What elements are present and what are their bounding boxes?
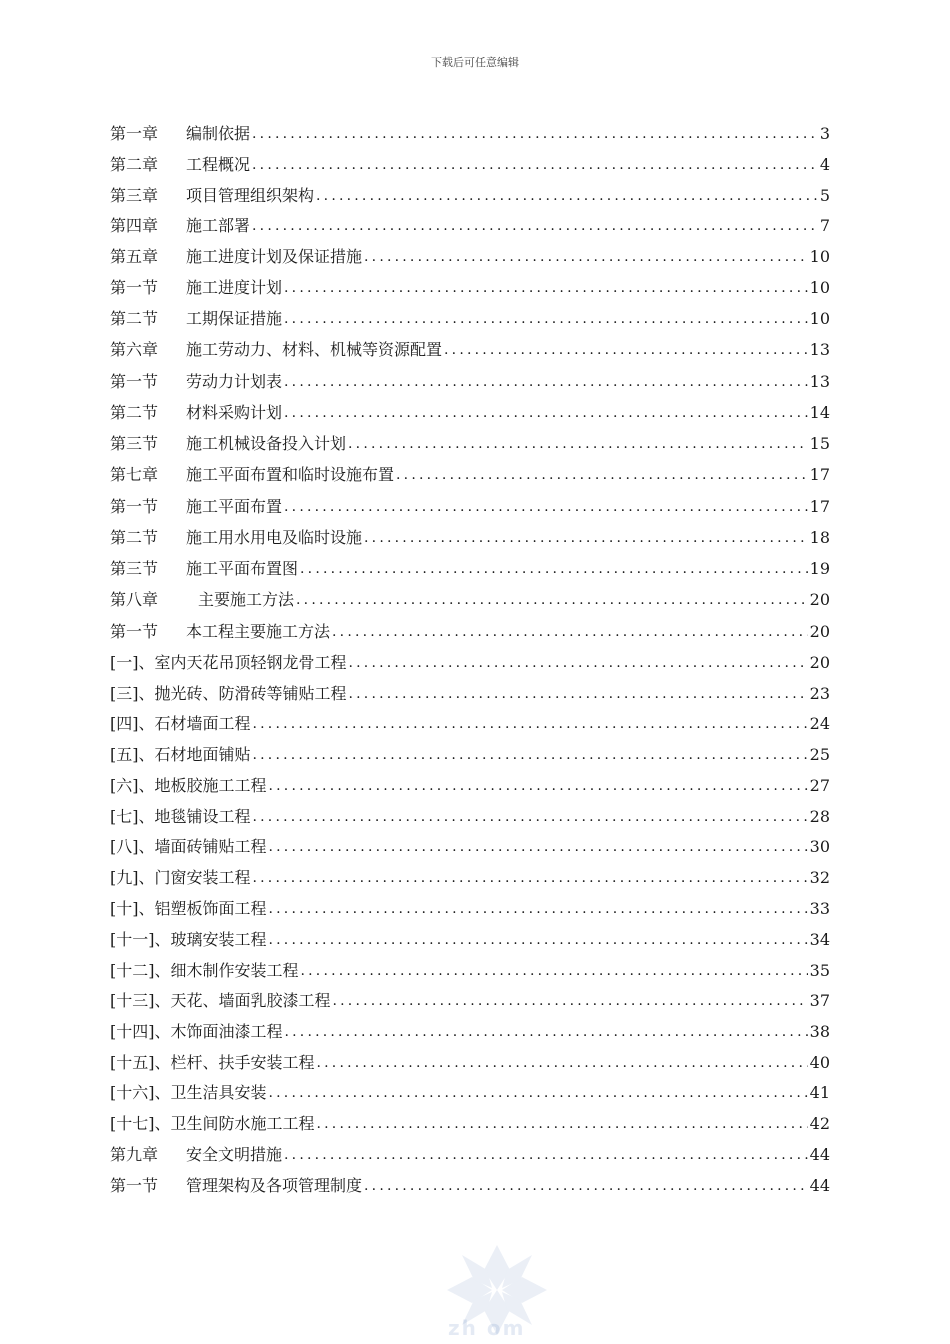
toc-dot-leader [362, 247, 808, 267]
toc-entry[interactable] [110, 1077, 830, 1103]
toc-entry-page-number: 10 [809, 247, 830, 266]
toc-entry-label [110, 1114, 315, 1134]
toc-entry-title: 劳动力计划表 [186, 372, 283, 391]
toc-entry-title: [九]、门窗安装工程 [110, 868, 251, 887]
toc-entry-label [110, 868, 251, 888]
toc-entry-page-number: 34 [809, 930, 830, 949]
toc-entry-title: [十六]、卫生洁具安装 [110, 1083, 267, 1102]
toc-entry[interactable] [110, 149, 830, 175]
toc-dot-leader [347, 653, 808, 673]
toc-entry-label [110, 1083, 267, 1103]
toc-entry-page-number: 20 [809, 590, 830, 609]
toc-entry-label [110, 497, 282, 517]
toc-entry-title: 工程概况 [186, 155, 251, 174]
toc-entry[interactable] [110, 428, 830, 454]
toc-dot-leader [267, 776, 808, 796]
toc-dot-leader [294, 590, 808, 610]
toc-entry-title: 材料采购计划 [186, 403, 283, 422]
toc-dot-leader [250, 216, 818, 236]
toc-entry-label [110, 559, 298, 579]
toc-entry-number: 第二节 [110, 403, 159, 422]
toc-entry-page-number: 25 [809, 745, 830, 764]
toc-entry-label [110, 340, 442, 360]
toc-entry[interactable] [110, 334, 830, 360]
toc-entry[interactable] [110, 459, 830, 485]
toc-entry-label [110, 528, 362, 548]
toc-entry-label [110, 186, 314, 206]
toc-entry-title: 施工平面布置和临时设施布置 [186, 465, 395, 484]
toc-entry[interactable] [110, 647, 830, 673]
toc-entry-title: 工期保证措施 [186, 309, 283, 328]
toc-entry-title: 施工平面布置 [186, 497, 283, 516]
toc-entry-label [110, 247, 362, 267]
toc-entry[interactable] [110, 553, 830, 579]
toc-dot-leader [314, 186, 818, 206]
toc-dot-leader [250, 155, 818, 175]
toc-dot-leader [298, 559, 808, 579]
toc-entry-title: 本工程主要施工方法 [186, 622, 331, 641]
toc-entry-page-number: 17 [809, 497, 830, 516]
toc-entry-page-number: 20 [809, 622, 830, 641]
toc-entry-page-number: 13 [809, 340, 830, 359]
toc-entry-title: 施工用水用电及临时设施 [186, 528, 363, 547]
toc-entry[interactable] [110, 118, 830, 144]
toc-entry-page-number: 3 [819, 124, 830, 143]
toc-entry[interactable] [110, 739, 830, 765]
toc-entry-page-number: 41 [809, 1083, 830, 1102]
toc-dot-leader [330, 622, 808, 642]
toc-entry-page-number: 10 [809, 309, 830, 328]
toc-entry-page-number: 32 [809, 868, 830, 887]
toc-entry-page-number: 17 [809, 465, 830, 484]
toc-entry-number: 第一节 [110, 372, 159, 391]
toc-entry-number: 第三节 [110, 559, 159, 578]
toc-entry[interactable] [110, 241, 830, 267]
toc-entry-page-number: 14 [809, 403, 830, 422]
toc-entry[interactable] [110, 955, 830, 981]
toc-entry-page-number: 7 [819, 216, 830, 235]
toc-entry-number: 第八章 [110, 590, 159, 609]
toc-entry[interactable] [110, 1139, 830, 1165]
toc-entry-label [110, 930, 267, 950]
toc-entry[interactable] [110, 1047, 830, 1073]
toc-entry[interactable] [110, 924, 830, 950]
toc-entry-number: 第一节 [110, 1176, 159, 1195]
toc-entry-title: 安全文明措施 [186, 1145, 283, 1164]
toc-entry-title: [一]、室内天花吊顶轻钢龙骨工程 [110, 653, 347, 672]
toc-entry-label [110, 991, 331, 1011]
toc-entry-page-number: 19 [809, 559, 830, 578]
toc-dot-leader [315, 1114, 808, 1134]
toc-entry[interactable] [110, 1108, 830, 1134]
toc-entry-title: 施工平面布置图 [186, 559, 299, 578]
toc-entry-title: 施工进度计划 [186, 278, 283, 297]
toc-entry-page-number: 42 [809, 1114, 830, 1133]
toc-entry[interactable] [110, 522, 830, 548]
toc-entry-label [110, 309, 282, 329]
toc-entry-label [110, 684, 347, 704]
toc-entry-label [110, 714, 251, 734]
toc-entry-title: 管理架构及各项管理制度 [186, 1176, 363, 1195]
toc-entry-title: [八]、墙面砖铺贴工程 [110, 837, 267, 856]
toc-entry-page-number: 37 [809, 991, 830, 1010]
toc-entry-title: 施工机械设备投入计划 [186, 434, 347, 453]
toc-entry-page-number: 23 [809, 684, 830, 703]
toc-dot-leader [267, 837, 808, 857]
toc-entry[interactable] [110, 180, 830, 206]
toc-entry[interactable] [110, 584, 830, 610]
toc-entry-label [110, 155, 250, 175]
toc-entry-page-number: 13 [809, 372, 830, 391]
toc-entry-page-number: 40 [809, 1053, 830, 1072]
toc-entry-number: 第二节 [110, 309, 159, 328]
toc-entry[interactable] [110, 893, 830, 919]
toc-entry-page-number: 35 [809, 961, 830, 980]
toc-entry-number: 第五章 [110, 247, 159, 266]
toc-dot-leader [362, 1176, 808, 1196]
toc-entry-number: 第九章 [110, 1145, 159, 1164]
toc-dot-leader [347, 684, 808, 704]
toc-entry-label [110, 434, 346, 454]
toc-entry-page-number: 15 [809, 434, 830, 453]
toc-entry-label [110, 403, 282, 423]
toc-entry-page-number: 30 [809, 837, 830, 856]
toc-entry-page-number: 28 [809, 807, 830, 826]
toc-entry-title: 主要施工方法 [198, 590, 295, 609]
toc-entry-label [110, 807, 251, 827]
toc-entry-number: 第四章 [110, 216, 159, 235]
watermark-text: zh om [448, 1316, 526, 1340]
toc-dot-leader [282, 372, 808, 392]
toc-entry-label [110, 1145, 282, 1165]
toc-entry[interactable] [110, 397, 830, 423]
toc-dot-leader [251, 807, 808, 827]
toc-dot-leader [267, 930, 808, 950]
toc-entry-page-number: 27 [809, 776, 830, 795]
toc-dot-leader [267, 899, 808, 919]
toc-entry-number: 第七章 [110, 465, 159, 484]
toc-dot-leader [250, 124, 818, 144]
toc-entry-title: [十七]、卫生间防水施工工程 [110, 1114, 315, 1133]
toc-entry-label [110, 1176, 362, 1196]
toc-dot-leader [362, 528, 808, 548]
toc-entry-page-number: 4 [819, 155, 830, 174]
toc-entry-number: 第二节 [110, 528, 159, 547]
toc-entry-page-number: 38 [809, 1022, 830, 1041]
toc-entry-title: [十]、铝塑板饰面工程 [110, 899, 267, 918]
toc-entry-title: [十五]、栏杆、扶手安装工程 [110, 1053, 315, 1072]
toc-entry-label [110, 124, 250, 144]
toc-entry[interactable] [110, 678, 830, 704]
toc-dot-leader [251, 745, 808, 765]
toc-entry-page-number: 44 [809, 1176, 830, 1195]
toc-dot-leader [282, 278, 808, 298]
toc-entry-number: 第二章 [110, 155, 159, 174]
toc-entry[interactable] [110, 303, 830, 329]
toc-dot-leader [346, 434, 808, 454]
toc-dot-leader [282, 497, 808, 517]
toc-entry-page-number: 18 [809, 528, 830, 547]
toc-entry-title: [三]、抛光砖、防滑砖等铺贴工程 [110, 684, 347, 703]
toc-entry-label [110, 837, 267, 857]
toc-entry-number: 第一节 [110, 497, 159, 516]
toc-entry[interactable] [110, 272, 830, 298]
toc-entry-title: [十四]、木饰面油漆工程 [110, 1022, 283, 1041]
toc-entry-label [110, 1022, 283, 1042]
toc-dot-leader [251, 868, 808, 888]
toc-dot-leader [267, 1083, 808, 1103]
toc-entry-title: [十二]、细木制作安装工程 [110, 961, 299, 980]
toc-entry-label [110, 465, 394, 485]
toc-entry-page-number: 5 [819, 186, 830, 205]
toc-entry-number: 第六章 [110, 340, 159, 359]
toc-entry-number: 第一节 [110, 278, 159, 297]
toc-dot-leader [282, 309, 808, 329]
toc-entry-title: 项目管理组织架构 [186, 186, 315, 205]
toc-entry-title: [十三]、天花、墙面乳胶漆工程 [110, 991, 331, 1010]
toc-entry-number: 第三章 [110, 186, 159, 205]
toc-entry-label [110, 1053, 315, 1073]
toc-entry[interactable] [110, 770, 830, 796]
toc-entry[interactable] [110, 366, 830, 392]
toc-entry[interactable] [110, 801, 830, 827]
toc-entry[interactable] [110, 708, 830, 734]
toc-entry[interactable] [110, 831, 830, 857]
toc-entry[interactable] [110, 1016, 830, 1042]
toc-entry-page-number: 44 [809, 1145, 830, 1164]
toc-entry-title: [七]、地毯铺设工程 [110, 807, 251, 826]
toc-entry-title: 编制依据 [186, 124, 251, 143]
toc-entry-label [110, 776, 267, 796]
toc-entry-title: [十一]、玻璃安装工程 [110, 930, 267, 949]
toc-dot-leader [299, 961, 808, 981]
toc-entry-title: 施工劳动力、材料、机械等资源配置 [186, 340, 443, 359]
toc-entry[interactable] [110, 1170, 830, 1196]
toc-entry-page-number: 33 [809, 899, 830, 918]
toc-entry-label [110, 961, 299, 981]
toc-entry-number: 第三节 [110, 434, 159, 453]
toc-entry-page-number: 10 [809, 278, 830, 297]
toc-dot-leader [251, 714, 808, 734]
toc-entry-number: 第一节 [110, 622, 159, 641]
toc-entry-label [110, 590, 294, 610]
toc-entry[interactable] [110, 491, 830, 517]
toc-entry-label [110, 653, 347, 673]
toc-entry-label [110, 372, 282, 392]
toc-dot-leader [282, 403, 808, 423]
toc-entry-label [110, 216, 250, 236]
header-note: 下载后可任意编辑 [431, 56, 519, 69]
toc-entry-number: 第一章 [110, 124, 159, 143]
toc-dot-leader [283, 1022, 808, 1042]
toc-entry[interactable] [110, 985, 830, 1011]
toc-entry-page-number: 24 [809, 714, 830, 733]
toc-dot-leader [331, 991, 808, 1011]
toc-entry-title: [六]、地板胶施工工程 [110, 776, 267, 795]
toc-entry-label [110, 278, 282, 298]
toc-entry[interactable] [110, 862, 830, 888]
toc-entry-label [110, 899, 267, 919]
toc-dot-leader [394, 465, 808, 485]
toc-entry-label [110, 622, 330, 642]
toc-dot-leader [282, 1145, 808, 1165]
toc-entry-title: [四]、石材墙面工程 [110, 714, 251, 733]
toc-entry-title: 施工部署 [186, 216, 251, 235]
toc-entry[interactable] [110, 616, 830, 642]
toc-entry-label [110, 745, 251, 765]
toc-entry[interactable] [110, 210, 830, 236]
toc-entry-title: [五]、石材地面铺贴 [110, 745, 251, 764]
toc-entry-title: 施工进度计划及保证措施 [186, 247, 363, 266]
toc-dot-leader [315, 1053, 808, 1073]
toc-dot-leader [442, 340, 808, 360]
toc-entry-page-number: 20 [809, 653, 830, 672]
